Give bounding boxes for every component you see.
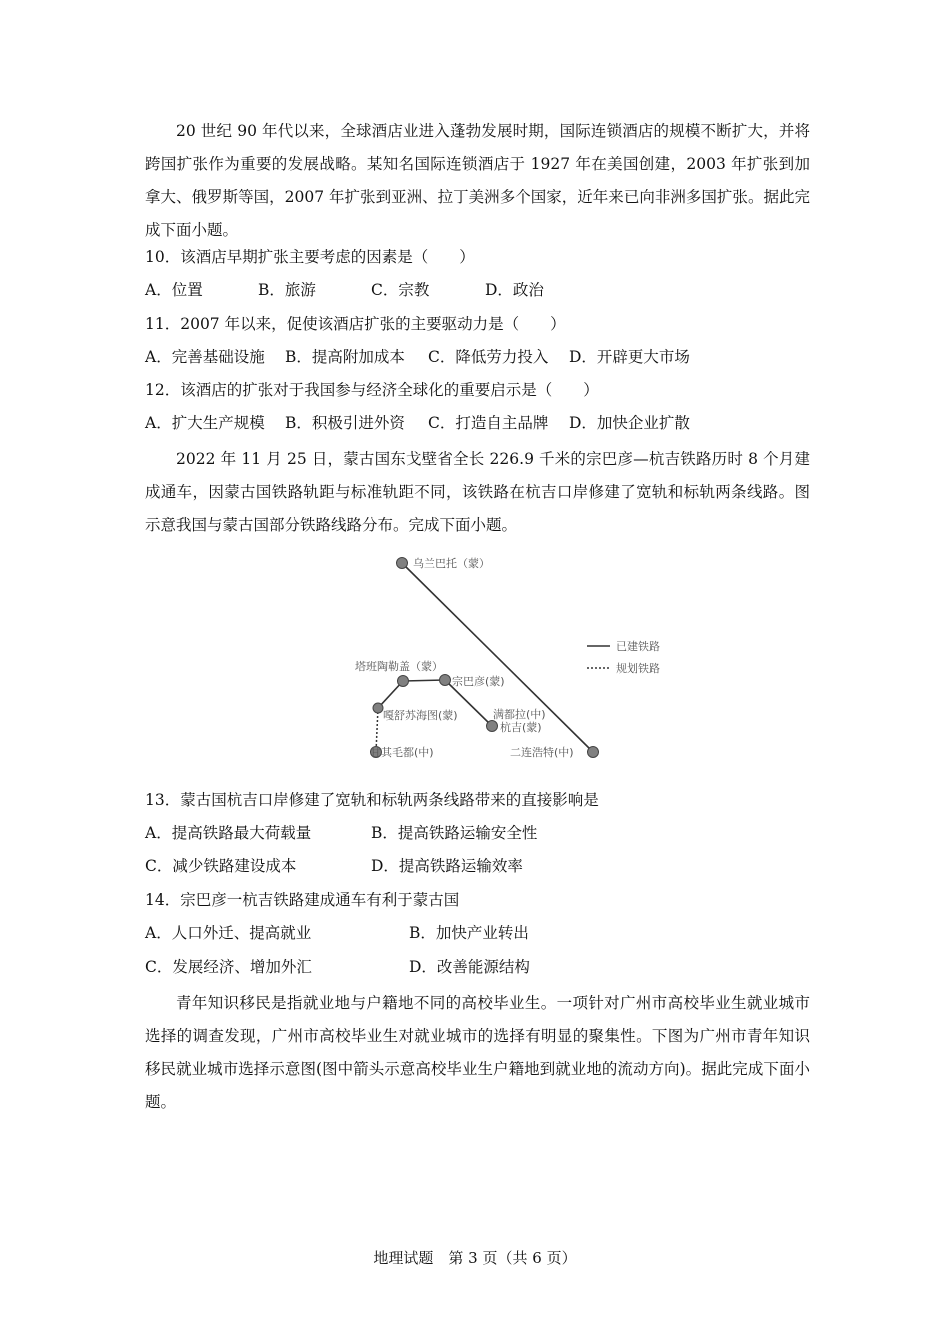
q13-option-b: B．提高铁路运输安全性 (371, 824, 538, 842)
station-point-ulaanbaatar (397, 558, 408, 569)
intro-paragraph-hotel: 20 世纪 90 年代以来，全球酒店业进入蓬勃发展时期，国际连锁酒店的规模不断扩大，并将跨国扩张作为重要的发展战略。某知名国际连锁酒店于 1927 年在美国创建，2003 年扩张到加拿大、俄罗斯等国，2007 年扩张到亚洲、拉丁美洲多个国家，近年来已向非洲多国扩张。据此完成下面小题。 (145, 122, 810, 239)
legend-built-label: 已建铁路 (616, 640, 660, 653)
q11-option-d: D．开辟更大市场 (569, 348, 690, 366)
station-label-erenhot: 二连浩特(中) (510, 746, 574, 759)
intro-paragraph-migration: 青年知识移民是指就业地与户籍地不同的高校毕业生。一项针对广州市高校毕业生就业城市选择的调查发现，广州市高校毕业生对就业城市的选择有明显的聚集性。下图为广州市青年知识移民就业城市选择示意图(图中箭头示意高校毕业生户籍地到就业地的流动方向)。据此完成下面小题。 (145, 994, 810, 1111)
station-label-tavantolgoi: 塔班陶勒盖（蒙） (355, 660, 443, 673)
page-footer: 地理试题 第 3 页（共 6 页） (373, 1249, 577, 1267)
q11-option-b: B．提高附加成本 (285, 348, 405, 366)
station-point-tavantolgoi (398, 676, 409, 687)
station-point-erenhot (588, 747, 599, 758)
railway-map (340, 548, 680, 770)
q12-option-a: A．扩大生产规模 (145, 414, 265, 432)
question-12-stem: 12．该酒店的扩张对于我国参与经济全球化的重要启示是（ ） (145, 381, 599, 399)
question-14-stem: 14．宗巴彦一杭吉铁路建成通车有利于蒙古国 (145, 891, 460, 909)
station-label-khangi: 杭吉(蒙) (500, 721, 542, 734)
q10-option-c: C．宗教 (371, 281, 430, 299)
question-10-stem: 10．该酒店早期扩张主要考虑的因素是（ ） (145, 248, 475, 266)
q12-option-d: D．加快企业扩散 (569, 414, 690, 432)
station-point-gashuun (373, 703, 383, 713)
q10-option-a: A．位置 (145, 281, 203, 299)
legend-planned-label: 规划铁路 (616, 662, 660, 675)
q14-option-a: A．人口外迁、提高就业 (145, 924, 312, 942)
q10-option-d: D．政治 (485, 281, 544, 299)
q11-option-a: A．完善基础设施 (145, 348, 265, 366)
q14-option-c: C．发展经济、增加外汇 (145, 958, 312, 976)
q11-option-c: C．降低劳力投入 (428, 348, 549, 366)
q13-option-c: C．减少铁路建设成本 (145, 857, 297, 875)
railway-tavantolgoi-zuunbayan (403, 680, 445, 681)
station-point-zuunbayan (440, 675, 451, 686)
station-label-gants: 甘其毛都(中) (370, 746, 434, 759)
station-label-ulaanbaatar: 乌兰巴托（蒙） (413, 557, 490, 570)
q10-option-b: B．旅游 (258, 281, 316, 299)
station-point-khangi (487, 721, 498, 732)
q14-option-b: B．加快产业转出 (409, 924, 529, 942)
question-13-stem: 13．蒙古国杭吉口岸修建了宽轨和标轨两条线路带来的直接影响是 (145, 791, 599, 809)
q12-option-c: C．打造自主品牌 (428, 414, 549, 432)
intro-paragraph-railway: 2022 年 11 月 25 日，蒙古国东戈壁省全长 226.9 千米的宗巴彦—杭吉铁路历时 8 个月建成通车，因蒙古国铁路轨距与标准轨距不同，该铁路在杭吉口岸修建了宽轨和标轨两条线路。图示意我国与蒙古国部分铁路线路分布。完成下面小题。 (145, 450, 810, 534)
q13-option-a: A．提高铁路最大荷载量 (145, 824, 312, 842)
station-label-gashuun: 嘎舒苏海图(蒙) (383, 709, 458, 722)
station-label-zuunbayan: 宗巴彦(蒙) (452, 675, 505, 688)
question-11-stem: 11．2007 年以来，促使该酒店扩张的主要驱动力是（ ） (145, 315, 566, 333)
q12-option-b: B．积极引进外资 (285, 414, 405, 432)
q13-option-d: D．提高铁路运输效率 (371, 857, 523, 875)
q14-option-d: D．改善能源结构 (409, 958, 530, 976)
station-label-mandula: 满都拉(中) (493, 708, 546, 721)
